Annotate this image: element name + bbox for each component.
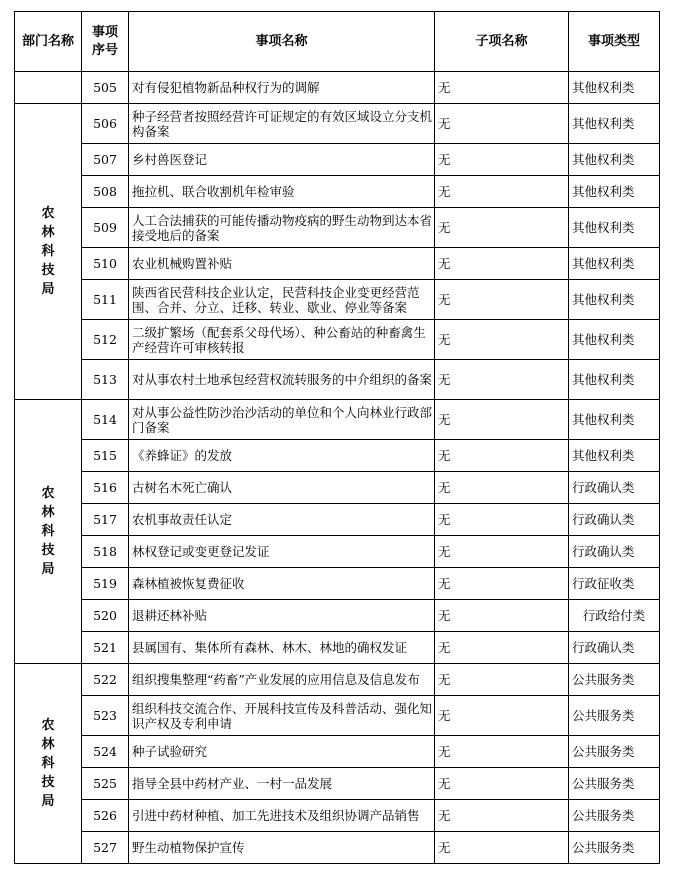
item-name-text: 退耕还林补贴 (132, 608, 208, 623)
table-row (15, 280, 660, 320)
item-type-cell: 其他权利类 (569, 208, 660, 248)
item-seq-cell: 512 (82, 320, 129, 360)
item-name-text: 《养蜂证》的发放 (132, 448, 233, 463)
table-row (15, 536, 660, 568)
dept-char: 局 (41, 562, 55, 577)
item-name-text: 人工合法捕获的可能传播动物疫病的野生动物到达本省接受地后的备案 (132, 212, 432, 243)
header-row (15, 12, 660, 72)
item-name-cell (129, 536, 435, 568)
item-type-cell: 其他权利类 (569, 248, 660, 280)
sub-item-cell: 无 (435, 472, 569, 504)
sub-item-cell: 无 (435, 664, 569, 696)
table-row (15, 736, 660, 768)
table-row (15, 696, 660, 736)
item-type-cell: 其他权利类 (569, 104, 660, 144)
sub-item-cell: 无 (435, 568, 569, 600)
item-type-cell: 公共服务类 (569, 736, 660, 768)
item-seq-cell: 523 (82, 696, 129, 736)
item-type-cell: 行政确认类 (569, 504, 660, 536)
item-name-cell (129, 208, 435, 248)
sub-item-cell: 无 (435, 400, 569, 440)
item-name-text: 引进中药材种植、加工先进技术及组织协调产品销售 (132, 808, 420, 823)
item-seq-cell: 511 (82, 280, 129, 320)
sub-item-cell: 无 (435, 536, 569, 568)
item-name-cell (129, 320, 435, 360)
table-body (15, 72, 660, 864)
item-type-cell: 其他权利类 (569, 280, 660, 320)
header-sub: 子项名称 (435, 12, 569, 72)
sub-item-cell: 无 (435, 440, 569, 472)
item-name-cell (129, 176, 435, 208)
dept-cell (15, 104, 82, 400)
dept-char: 技 (41, 263, 55, 278)
table-row (15, 440, 660, 472)
table-row (15, 320, 660, 360)
item-type-cell: 其他权利类 (569, 72, 660, 104)
dept-cell (15, 72, 82, 104)
item-name-cell (129, 472, 435, 504)
item-type-cell: 其他权利类 (569, 360, 660, 400)
dept-char: 农 (41, 206, 55, 221)
sub-item-cell: 无 (435, 176, 569, 208)
item-name-text: 二级扩繁场（配套系父母代场）、种公畜站的种畜禽生产经营许可审核转报 (132, 324, 426, 355)
item-name-text: 乡村兽医登记 (132, 152, 208, 167)
item-seq-cell: 510 (82, 248, 129, 280)
item-name-text: 县属国有、集体所有森林、林木、林地的确权发证 (132, 640, 408, 655)
table-row (15, 568, 660, 600)
item-seq-cell: 507 (82, 144, 129, 176)
item-type-cell: 公共服务类 (569, 664, 660, 696)
sub-item-cell: 无 (435, 632, 569, 664)
item-name-cell (129, 72, 435, 104)
item-type-cell: 行政确认类 (569, 472, 660, 504)
header-type: 事项类型 (569, 12, 660, 72)
item-type-cell: 行政征收类 (569, 568, 660, 600)
sub-item-cell: 无 (435, 696, 569, 736)
dept-char: 技 (41, 543, 55, 558)
dept-char: 科 (41, 244, 55, 259)
table-row (15, 248, 660, 280)
item-seq-cell: 516 (82, 472, 129, 504)
table-row (15, 664, 660, 696)
item-type-cell: 公共服务类 (569, 800, 660, 832)
item-seq-cell: 514 (82, 400, 129, 440)
item-seq-cell: 506 (82, 104, 129, 144)
item-name-text: 拖拉机、联合收割机年检审验 (132, 184, 295, 199)
item-seq-cell: 520 (82, 600, 129, 632)
item-seq-cell: 508 (82, 176, 129, 208)
item-seq-cell: 518 (82, 536, 129, 568)
sub-item-cell: 无 (435, 600, 569, 632)
item-name-text: 古树名木死亡确认 (132, 480, 233, 495)
sub-item-cell: 无 (435, 504, 569, 536)
item-name-text: 种子经营者按照经营许可证规定的有效区域设立分支机构备案 (132, 108, 432, 139)
sub-item-cell: 无 (435, 800, 569, 832)
item-name-cell (129, 248, 435, 280)
sub-item-cell: 无 (435, 360, 569, 400)
item-type-cell: 行政确认类 (569, 536, 660, 568)
dept-char: 局 (41, 794, 55, 809)
sub-item-cell: 无 (435, 320, 569, 360)
item-seq-cell: 515 (82, 440, 129, 472)
item-seq-cell: 517 (82, 504, 129, 536)
item-name-cell (129, 504, 435, 536)
table-row (15, 632, 660, 664)
item-name-text: 陕西省民营科技企业认定，民营科技企业变更经营范围、合并、分立、迁移、转业、歇业、停业等备案 (132, 284, 420, 315)
table-row (15, 800, 660, 832)
item-name-cell (129, 440, 435, 472)
item-name-text: 组织科技交流合作、开展科技宣传及科普活动、强化知识产权及专利申请 (132, 700, 432, 731)
item-name-text: 组织搜集整理“药畜”产业发展的应用信息及信息发布 (132, 672, 420, 687)
header-name: 事项名称 (129, 12, 435, 72)
item-name-cell (129, 360, 435, 400)
sub-item-cell: 无 (435, 248, 569, 280)
item-name-cell (129, 832, 435, 864)
header-seq-text: 事项序号 (91, 24, 118, 58)
header-seq (82, 12, 129, 72)
item-name-text: 野生动植物保护宣传 (132, 840, 245, 855)
item-name-text: 林权登记或变更登记发证 (132, 544, 270, 559)
sub-item-cell: 无 (435, 736, 569, 768)
item-name-cell (129, 696, 435, 736)
item-name-text: 对从事农村土地承包经营权流转服务的中介组织的备案 (132, 372, 432, 387)
dept-char: 局 (41, 282, 55, 297)
item-seq-cell: 521 (82, 632, 129, 664)
item-name-cell (129, 800, 435, 832)
item-name-text: 农业机械购置补贴 (132, 256, 233, 271)
table-row (15, 144, 660, 176)
item-type-cell: 其他权利类 (569, 320, 660, 360)
table-row (15, 472, 660, 504)
item-name-cell (129, 400, 435, 440)
item-seq-cell: 522 (82, 664, 129, 696)
item-name-text: 森林植被恢复费征收 (132, 576, 245, 591)
table-row (15, 104, 660, 144)
dept-char: 农 (41, 486, 55, 501)
sub-item-cell: 无 (435, 832, 569, 864)
dept-char: 科 (41, 756, 55, 771)
item-type-cell: 其他权利类 (569, 400, 660, 440)
item-name-cell (129, 600, 435, 632)
items-table (14, 11, 660, 864)
dept-char: 林 (41, 505, 55, 520)
dept-cell (15, 400, 82, 664)
dept-char: 农 (41, 718, 55, 733)
table-row (15, 600, 660, 632)
item-type-cell: 公共服务类 (569, 768, 660, 800)
item-seq-cell: 526 (82, 800, 129, 832)
item-type-cell: 其他权利类 (569, 440, 660, 472)
dept-char: 林 (41, 225, 55, 240)
sub-item-cell: 无 (435, 208, 569, 248)
item-type-cell: 其他权利类 (569, 176, 660, 208)
item-type-cell: 其他权利类 (569, 144, 660, 176)
table-row (15, 72, 660, 104)
item-type-cell: 公共服务类 (569, 696, 660, 736)
sub-item-cell: 无 (435, 144, 569, 176)
item-seq-cell: 525 (82, 768, 129, 800)
item-seq-cell: 524 (82, 736, 129, 768)
item-name-cell (129, 664, 435, 696)
item-type-cell: 行政确认类 (569, 632, 660, 664)
item-seq-cell: 509 (82, 208, 129, 248)
item-seq-cell: 513 (82, 360, 129, 400)
item-seq-cell: 505 (82, 72, 129, 104)
dept-char: 科 (41, 524, 55, 539)
item-name-cell (129, 144, 435, 176)
dept-char: 技 (41, 775, 55, 790)
item-name-text: 对从事公益性防沙治沙活动的单位和个人向林业行政部门备案 (132, 404, 432, 435)
item-name-cell (129, 632, 435, 664)
item-name-cell (129, 768, 435, 800)
item-name-text: 对有侵犯植物新品种权行为的调解 (132, 80, 320, 95)
item-name-text: 指导全县中药材产业、一村一品发展 (132, 776, 333, 791)
item-seq-cell: 519 (82, 568, 129, 600)
table-row (15, 360, 660, 400)
item-name-cell (129, 280, 435, 320)
item-name-text: 农机事故责任认定 (132, 512, 233, 527)
item-type-cell: 公共服务类 (569, 832, 660, 864)
header-dept: 部门名称 (15, 12, 82, 72)
sub-item-cell: 无 (435, 768, 569, 800)
table-row (15, 832, 660, 864)
item-name-cell (129, 104, 435, 144)
item-seq-cell: 527 (82, 832, 129, 864)
sub-item-cell: 无 (435, 72, 569, 104)
sub-item-cell: 无 (435, 280, 569, 320)
sub-item-cell: 无 (435, 104, 569, 144)
table-row (15, 208, 660, 248)
item-type-cell: 行政给付类 (569, 600, 660, 632)
table-row (15, 400, 660, 440)
dept-char: 林 (41, 737, 55, 752)
table-row (15, 176, 660, 208)
item-name-cell (129, 736, 435, 768)
dept-cell (15, 664, 82, 864)
item-name-text: 种子试验研究 (132, 744, 208, 759)
table-row (15, 504, 660, 536)
table-row (15, 768, 660, 800)
item-name-cell (129, 568, 435, 600)
